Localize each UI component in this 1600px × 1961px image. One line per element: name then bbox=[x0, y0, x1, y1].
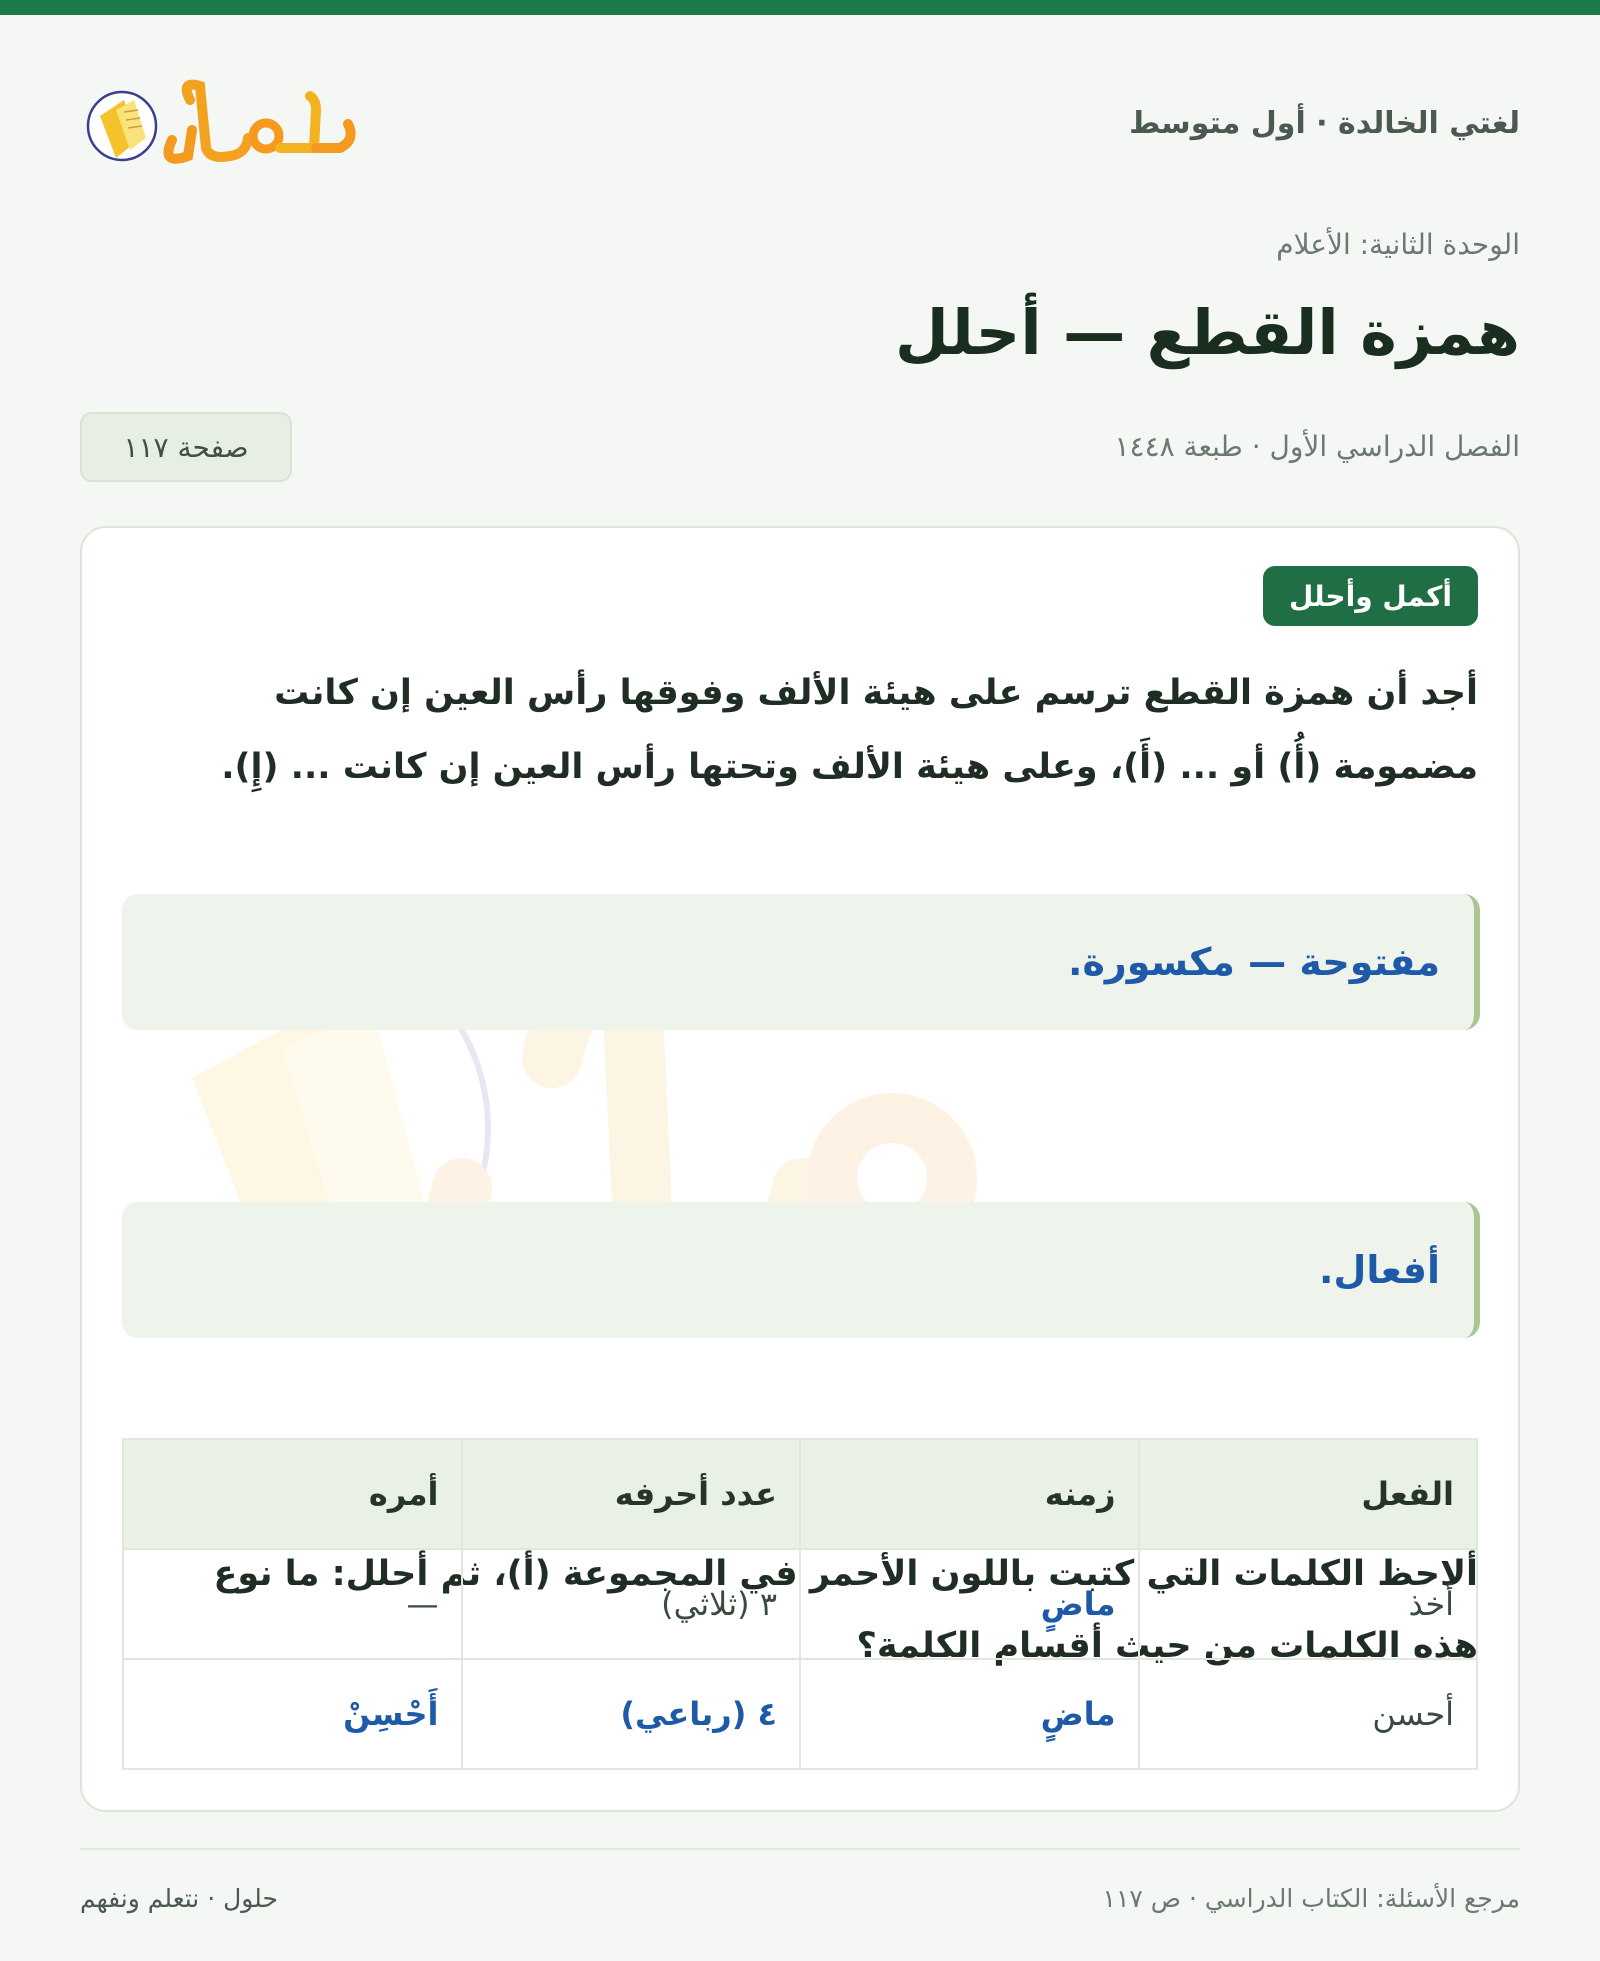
exercise-card bbox=[80, 526, 1520, 1812]
page-title: همزة القطع — أحلل bbox=[895, 296, 1520, 369]
top-accent-bar bbox=[0, 0, 1600, 15]
cell-verb: أحسن bbox=[1139, 1659, 1478, 1769]
cell-letter-count: ٣ (ثلاثي) bbox=[462, 1549, 801, 1659]
page-number-badge[interactable]: صفحة ١١٧ bbox=[80, 412, 292, 482]
footer-divider bbox=[80, 1848, 1520, 1850]
table-row bbox=[123, 1659, 1477, 1769]
column-header-letter-count: عدد أحرفه bbox=[462, 1439, 801, 1549]
semester-edition: الفصل الدراسي الأول · طبعة ١٤٤٨ bbox=[1114, 430, 1520, 463]
cell-tense: ماضٍ bbox=[800, 1549, 1139, 1659]
table-header-row bbox=[123, 1439, 1477, 1549]
page-header bbox=[80, 70, 1520, 180]
footer-brand: حلول · نتعلم ونفهم bbox=[80, 1884, 278, 1913]
column-header-tense: زمنه bbox=[800, 1439, 1139, 1549]
answer-1: مفتوحة — مكسورة. bbox=[122, 894, 1480, 1030]
cell-letter-count: ٤ (رباعي) bbox=[462, 1659, 801, 1769]
cell-imperative: — bbox=[123, 1549, 462, 1659]
footer-reference: مرجع الأسئلة: الكتاب الدراسي · ص ١١٧ bbox=[1102, 1884, 1520, 1913]
answer-2: أفعال. bbox=[122, 1202, 1480, 1338]
table-row bbox=[123, 1549, 1477, 1659]
unit-label: الوحدة الثانية: الأعلام bbox=[1276, 228, 1520, 261]
column-header-verb: الفعل bbox=[1139, 1439, 1478, 1549]
cell-tense: ماضٍ bbox=[800, 1659, 1139, 1769]
question-2: ألاحظ الكلمات التي كتبت باللون الأحمر في المجموعة (أ)، ثم أحلل: ما نوع هذه الكلمات من حيث أقسام الكلمة؟ bbox=[213, 1554, 1478, 1666]
cell-imperative: أَحْسِنْ bbox=[123, 1659, 462, 1769]
cell-verb: أخذ bbox=[1139, 1549, 1478, 1659]
column-header-imperative: أمره bbox=[123, 1439, 462, 1549]
subject-breadcrumb: لغتي الخالدة · أول متوسط bbox=[1129, 106, 1520, 141]
exercise-tag: أكمل وأحلل bbox=[1263, 566, 1478, 626]
verbs-table bbox=[122, 1438, 1478, 1770]
brand-logo[interactable] bbox=[80, 70, 370, 180]
question-1: أجد أن همزة القطع ترسم على هيئة الألف وفوقها رأس العين إن كانت مضمومة (أُ) أو ... (أَ)، وعلى هيئة الألف وتحتها رأس العين إن كانت ... (إِ). bbox=[221, 673, 1478, 787]
